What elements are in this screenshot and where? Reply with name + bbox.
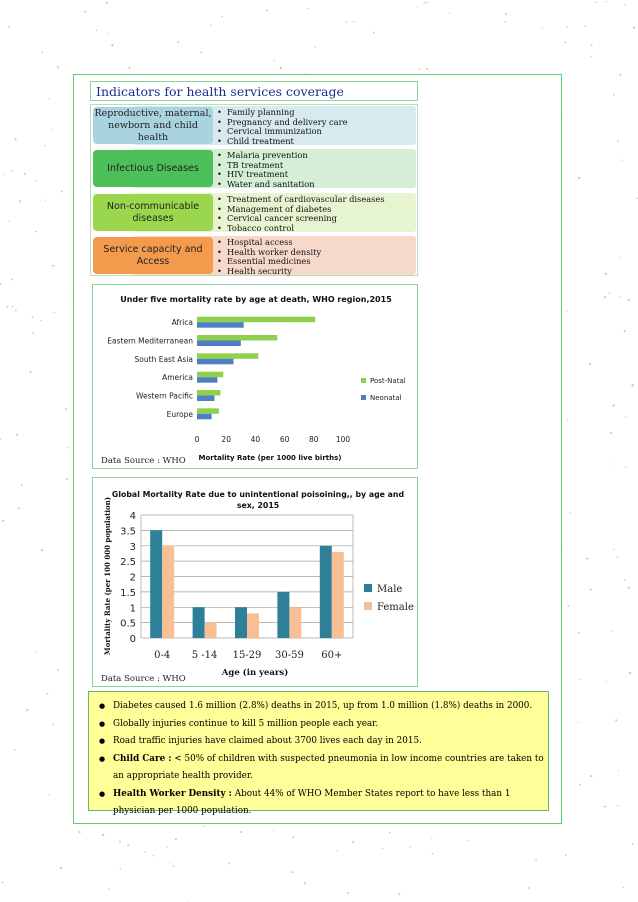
indicator-items (217, 151, 315, 189)
background-dot (107, 33, 108, 34)
background-dot (617, 140, 619, 142)
chart2-y-tick-label: 0.5 (120, 618, 136, 630)
background-dot (44, 145, 45, 146)
background-dot (628, 587, 630, 589)
chart2-bar-male (320, 546, 332, 638)
background-dot (16, 434, 18, 436)
background-dot (410, 846, 411, 847)
chart2-bar-female (162, 546, 174, 638)
indicators-title-box (90, 81, 418, 101)
background-dot (26, 709, 28, 711)
background-dot (535, 860, 537, 862)
background-dot (631, 384, 633, 386)
chart1-title: Under five mortality rate by age at death, WHO region,2015 (120, 295, 392, 304)
indicator-item: • HIV treatment (217, 170, 315, 180)
chart2-legend-swatch (364, 584, 372, 592)
background-dot (129, 67, 131, 69)
chart2-bar-male (277, 592, 289, 638)
background-dot (12, 306, 13, 307)
background-dot (119, 841, 121, 843)
background-dot (4, 174, 5, 175)
chart1-x-tick-label: 100 (335, 435, 351, 444)
chart2-category-label: 5 -14 (191, 650, 218, 661)
background-dot (60, 867, 62, 869)
background-dot (52, 265, 54, 267)
background-dot (352, 841, 354, 843)
background-dot (504, 21, 506, 23)
background-dot (564, 42, 566, 44)
background-dot (570, 512, 571, 513)
background-dot (398, 893, 400, 895)
background-dot (382, 848, 383, 849)
background-dot (240, 831, 242, 833)
chart2-y-tick-label: 2 (129, 572, 136, 584)
background-dot (424, 2, 426, 4)
background-dot (449, 13, 450, 14)
chart2-bar-male (150, 530, 162, 638)
background-dot (111, 44, 113, 46)
background-dot (578, 177, 580, 179)
background-dot (605, 1, 607, 3)
chart1-bar-post-natal (197, 317, 315, 323)
fact-item (99, 733, 544, 751)
chart2-bar-male (193, 607, 205, 638)
background-dot (273, 830, 274, 831)
background-dot (615, 719, 617, 721)
background-dot (210, 24, 211, 25)
background-dot (625, 466, 627, 468)
background-dot (175, 838, 177, 840)
chart2-category-label: 60+ (321, 650, 343, 661)
chart2-source: Data Source : WHO (101, 674, 186, 684)
chart2-y-axis-label: Mortality Rate (per 100 000 population) (103, 496, 112, 656)
facts-panel (88, 691, 549, 816)
background-dot (578, 632, 580, 634)
background-dot (567, 419, 569, 421)
background-dot (6, 306, 8, 308)
background-dot (417, 6, 418, 7)
fact-heading: Health Worker Density : (113, 788, 232, 799)
indicator-item: • Malaria prevention (217, 151, 315, 161)
background-dot (108, 888, 110, 890)
chart1-bar-post-natal (197, 372, 223, 378)
chart1-bar-neonatal (197, 359, 234, 365)
chart2-bar-female (332, 552, 344, 638)
chart1-category-label: Europe (166, 409, 193, 419)
chart2-title-line: Global Mortality Rate due to unintentional poisoining,, by age and (111, 490, 405, 499)
background-dot (623, 887, 625, 889)
background-dot (606, 681, 607, 682)
background-dot (119, 868, 120, 869)
chart2-title-line: sex, 2015 (236, 501, 280, 510)
background-dot (566, 310, 568, 312)
chart1-x-tick-label: 80 (309, 435, 319, 444)
background-dot (36, 180, 37, 181)
chart2-legend-label: Female (377, 602, 414, 613)
background-dot (565, 854, 567, 856)
background-dot (15, 138, 17, 140)
background-dot (591, 56, 592, 57)
background-dot (153, 855, 154, 856)
chart2-bar-female (289, 607, 301, 638)
background-dot (84, 10, 86, 12)
chart2-legend-label: Male (377, 584, 403, 595)
background-dot (346, 21, 347, 22)
background-dot (266, 9, 268, 11)
indicator-items (217, 238, 321, 276)
indicator-row (93, 106, 416, 145)
background-dot (144, 851, 146, 853)
chart2-bar-male (235, 607, 247, 638)
indicator-category-label: Service capacity and Access (93, 237, 213, 274)
background-dot (621, 160, 622, 161)
background-dot (612, 463, 613, 464)
chart1-category-label: America (162, 373, 193, 383)
background-dot (624, 4, 625, 5)
background-dot (612, 404, 614, 406)
chart2-legend-swatch (364, 602, 372, 610)
background-dot (102, 834, 104, 836)
background-dot (590, 775, 592, 777)
background-dot (11, 170, 13, 172)
indicator-items (217, 108, 348, 146)
chart1-legend-swatch (361, 378, 366, 383)
indicator-item: • Cervical cancer screening (217, 214, 385, 224)
background-dot (336, 850, 337, 851)
background-dot (595, 1, 597, 3)
background-dot (41, 52, 43, 54)
indicator-item: • Treatment of cardiovascular diseases (217, 195, 385, 205)
background-dot (307, 8, 308, 9)
chart1-bar-post-natal (197, 390, 220, 396)
background-dot (620, 296, 621, 297)
background-dot (228, 863, 230, 865)
chart-poisoning-mortality (92, 477, 418, 687)
background-dot (187, 900, 188, 901)
fact-item (99, 698, 544, 716)
background-dot (11, 278, 13, 280)
chart1-svg (93, 285, 419, 470)
chart2-bar-female (205, 623, 217, 638)
background-dot (8, 221, 9, 222)
chart2-y-tick-label: 4 (129, 511, 136, 522)
background-dot (65, 408, 67, 410)
background-dot (57, 669, 59, 671)
chart2-category-label: 0-4 (154, 650, 171, 661)
background-dot (2, 520, 4, 522)
background-dot (166, 847, 167, 848)
fact-item (99, 786, 544, 821)
background-dot (0, 283, 1, 285)
indicator-item: • Essential medicines (217, 257, 321, 267)
background-dot (53, 724, 55, 726)
background-dot (609, 292, 611, 294)
background-dot (624, 579, 626, 581)
background-dot (604, 806, 606, 808)
background-dot (586, 558, 588, 560)
chart2-y-tick-label: 3.5 (120, 526, 136, 538)
fact-text: Road traffic injuries have claimed about 3700 lives each day in 2015. (113, 736, 422, 746)
chart1-legend-swatch (361, 395, 366, 400)
background-dot (590, 588, 592, 590)
chart1-bar-post-natal (197, 353, 258, 359)
background-dot (18, 507, 20, 509)
indicator-item: • Hospital access (217, 238, 321, 248)
background-dot (353, 21, 355, 23)
background-dot (347, 892, 349, 894)
background-dot (567, 605, 569, 607)
chart1-legend-label: Post-Natal (370, 377, 406, 385)
chart2-y-tick-label: 3 (129, 541, 136, 553)
background-dot (280, 67, 282, 69)
background-dot (617, 556, 619, 558)
background-dot (49, 794, 50, 795)
background-dot (432, 853, 434, 855)
indicator-item: • Management of diabetes (217, 205, 385, 215)
chart1-category-label: South East Asia (134, 354, 193, 364)
chart1-bar-neonatal (197, 396, 215, 402)
background-dot (467, 840, 468, 841)
chart1-bar-neonatal (197, 341, 241, 347)
chart1-x-tick-label: 20 (221, 435, 231, 444)
background-dot (591, 44, 593, 46)
background-dot (567, 26, 569, 28)
chart1-x-tick-label: 40 (250, 435, 261, 444)
background-dot (8, 26, 10, 28)
background-dot (629, 672, 631, 674)
indicator-item: • Tobacco control (217, 224, 385, 234)
background-dot (617, 805, 618, 806)
background-dot (589, 363, 591, 365)
background-dot (604, 296, 606, 298)
background-dot (173, 866, 175, 868)
background-dot (389, 832, 390, 833)
background-dot (304, 882, 306, 884)
indicator-item: • Health worker density (217, 248, 321, 258)
background-dot (36, 651, 37, 652)
chart1-x-axis-label: Mortality Rate (per 1000 live births) (198, 454, 342, 462)
background-dot (620, 257, 621, 258)
background-dot (579, 679, 580, 680)
background-dot (426, 2, 427, 3)
chart1-bar-post-natal (197, 408, 219, 414)
chart2-y-tick-label: 0 (129, 634, 136, 645)
background-dot (619, 74, 621, 76)
chart2-category-label: 15-29 (232, 650, 262, 661)
fact-text: Diabetes caused 1.6 million (2.8%) deaths in 2015, up from 1.0 million (1.8%) deaths in 2000. (113, 701, 533, 711)
background-dot (19, 200, 21, 202)
background-dot (35, 231, 37, 233)
chart1-x-tick-label: 0 (194, 435, 200, 444)
background-dot (611, 630, 612, 631)
indicator-item: • Health security (217, 267, 321, 277)
indicator-row (93, 149, 416, 188)
background-dot (96, 30, 98, 32)
background-dot (15, 309, 17, 311)
background-dot (177, 41, 179, 43)
background-dot (45, 199, 46, 200)
indicators-title: Indicators for health services coverage (96, 84, 344, 99)
background-dot (200, 51, 202, 53)
chart2-svg (93, 478, 419, 688)
background-dot (373, 31, 375, 33)
background-dot (613, 549, 615, 551)
indicator-item: • Family planning (217, 108, 348, 118)
background-dot (61, 190, 63, 192)
background-dot (57, 66, 59, 68)
fact-item (99, 716, 544, 734)
indicator-category-label: Non-communicable diseases (93, 194, 213, 231)
indicator-category-label: Infectious Diseases (93, 150, 213, 187)
chart2-y-tick-label: 1.5 (120, 587, 136, 599)
background-dot (48, 98, 49, 99)
background-dot (584, 25, 586, 27)
background-dot (170, 862, 171, 863)
fact-text: About 44% of WHO Member States report to have less than 1 physician per 1000 population. (113, 788, 511, 816)
background-dot (21, 484, 23, 486)
chart2-category-label: 30-59 (274, 650, 304, 661)
background-dot (51, 129, 52, 130)
background-dot (618, 770, 619, 771)
background-dot (431, 838, 432, 839)
chart2-bar-female (247, 613, 259, 638)
background-dot (578, 722, 579, 723)
background-dot (54, 312, 55, 313)
indicator-items (217, 195, 385, 233)
background-dot (426, 68, 428, 70)
indicator-row (93, 236, 416, 275)
chart-under-five-mortality (92, 284, 418, 469)
background-dot (221, 16, 223, 18)
background-dot (274, 60, 275, 61)
fact-item (99, 751, 544, 786)
chart1-bar-neonatal (197, 414, 212, 420)
chart2-y-tick-label: 1 (129, 603, 136, 615)
chart1-legend-label: Neonatal (370, 394, 402, 402)
background-dot (106, 2, 108, 4)
background-dot (0, 439, 1, 441)
chart1-bar-neonatal (197, 377, 217, 383)
chart1-category-label: Africa (171, 318, 193, 328)
chart2-x-axis-label: Age (in years) (221, 668, 289, 678)
background-dot (46, 693, 48, 695)
fact-text: < 50% of children with suspected pneumonia in low income countries are taken to an appropriate health provider. (113, 753, 544, 781)
background-dot (32, 332, 34, 334)
facts-list (89, 692, 548, 821)
fact-text: Globally injuries continue to kill 5 million people each year. (113, 718, 379, 729)
indicator-item: • Water and sanitation (217, 180, 315, 190)
indicator-item: • Child treatment (217, 137, 348, 147)
background-dot (624, 330, 626, 332)
background-dot (314, 46, 316, 48)
fact-heading: Child Care : (113, 753, 172, 764)
background-dot (32, 316, 34, 318)
background-dot (79, 831, 81, 833)
background-dot (541, 27, 542, 28)
background-dot (625, 416, 626, 417)
background-dot (610, 432, 612, 434)
indicator-item: • TB treatment (217, 161, 315, 171)
background-dot (505, 13, 507, 15)
background-dot (292, 836, 294, 838)
background-dot (1, 882, 3, 884)
chart2-y-tick-label: 2.5 (120, 557, 136, 569)
indicator-item: • Pregnancy and delivery care (217, 118, 348, 128)
background-dot (24, 173, 26, 175)
background-dot (203, 825, 204, 826)
chart1-bar-post-natal (197, 335, 277, 341)
background-dot (633, 26, 635, 28)
background-dot (67, 447, 69, 449)
background-dot (66, 478, 68, 480)
background-dot (613, 94, 615, 96)
background-dot (604, 273, 606, 275)
background-dot (41, 549, 43, 551)
chart1-category-label: Eastern Mediterranean (107, 336, 193, 346)
background-dot (291, 871, 293, 873)
background-dot (29, 371, 31, 373)
indicator-row (93, 193, 416, 232)
chart1-category-label: Western Pacific (136, 391, 193, 401)
indicator-item: • Cervical immunization (217, 127, 348, 137)
background-dot (14, 749, 16, 751)
chart1-bar-neonatal (197, 322, 244, 328)
background-dot (579, 783, 581, 785)
background-dot (419, 68, 421, 70)
chart1-x-tick-label: 60 (279, 435, 290, 444)
background-dot (127, 844, 129, 846)
background-dot (528, 887, 530, 889)
background-dot (40, 320, 41, 321)
background-dot (628, 299, 630, 301)
background-dot (632, 843, 634, 845)
chart1-source: Data Source : WHO (101, 456, 186, 466)
indicator-category-label: Reproductive, maternal, newborn and child health (94, 107, 212, 143)
